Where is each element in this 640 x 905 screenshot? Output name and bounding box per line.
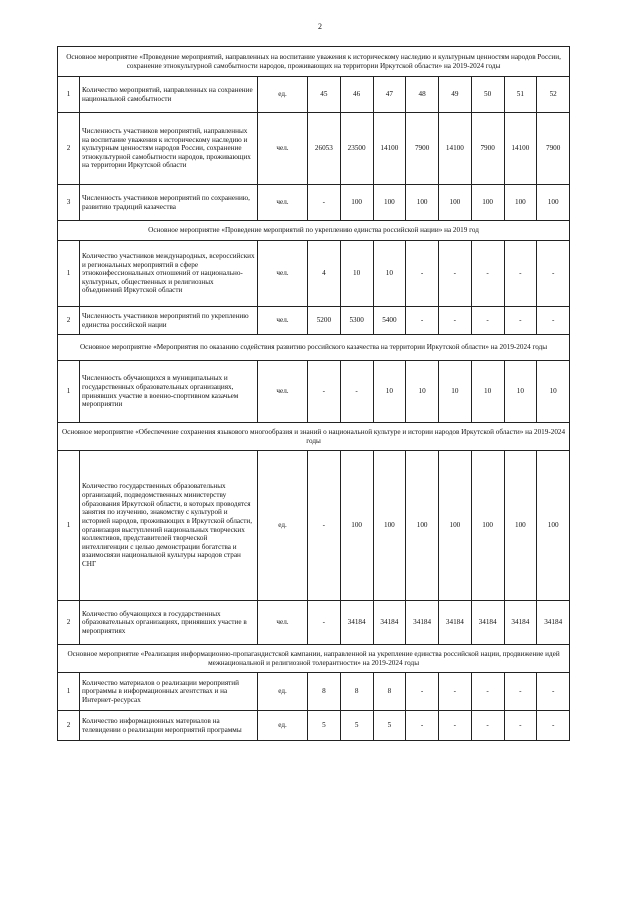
value-cell: 34184 [537, 601, 570, 645]
value-cell: 52 [537, 77, 570, 113]
value-cell: - [308, 361, 341, 423]
indicator-row [58, 77, 570, 113]
unit-cell: чел. [258, 361, 308, 423]
indicator-name: Численность обучающихся в муниципальных и государственных образовательных организациях, принявших участие в военно-спортивном казачьем мероприятии [80, 361, 258, 423]
indicator-row [58, 601, 570, 645]
value-cell: 14100 [373, 113, 406, 185]
section-title: Основное мероприятие «Проведение мероприятий по укреплению единства российской нации» на 2019 год [58, 221, 570, 241]
value-cell: 8 [308, 673, 341, 711]
indicator-name: Количество материалов о реализации мероприятий программы в информационных агентствах и на Интернет-ресурсах [80, 673, 258, 711]
value-cell: - [439, 673, 472, 711]
value-cell: - [439, 307, 472, 335]
value-cell: 100 [340, 185, 373, 221]
value-cell: - [406, 711, 439, 741]
row-number: 1 [58, 241, 80, 307]
value-cell: - [504, 673, 537, 711]
value-cell: 34184 [471, 601, 504, 645]
indicator-name: Количество информационных материалов на телевидении о реализации мероприятий программы [80, 711, 258, 741]
value-cell: 100 [471, 185, 504, 221]
section-header-row [58, 335, 570, 361]
value-cell: - [308, 601, 341, 645]
indicator-name: Количество мероприятий, направленных на сохранение национальной самобытности [80, 77, 258, 113]
indicator-name: Численность участников мероприятий по сохранению, развитию традиций казачества [80, 185, 258, 221]
value-cell: 10 [504, 361, 537, 423]
unit-cell: ед. [258, 77, 308, 113]
value-cell: 5400 [373, 307, 406, 335]
value-cell: 26053 [308, 113, 341, 185]
row-number: 1 [58, 673, 80, 711]
row-number: 2 [58, 601, 80, 645]
value-cell: 100 [373, 185, 406, 221]
value-cell: - [406, 241, 439, 307]
value-cell: 10 [439, 361, 472, 423]
value-cell: 10 [406, 361, 439, 423]
value-cell: 10 [373, 361, 406, 423]
value-cell: 100 [537, 451, 570, 601]
value-cell: 100 [340, 451, 373, 601]
value-cell: - [504, 711, 537, 741]
value-cell: - [439, 241, 472, 307]
section-header-row [58, 221, 570, 241]
indicator-name: Численность участников мероприятий по укреплению единства российской нации [80, 307, 258, 335]
section-header-row [58, 423, 570, 451]
value-cell: 47 [373, 77, 406, 113]
value-cell: 100 [504, 185, 537, 221]
value-cell: 34184 [504, 601, 537, 645]
indicators-table [57, 46, 570, 741]
value-cell: - [308, 185, 341, 221]
value-cell: - [406, 307, 439, 335]
value-cell: 100 [537, 185, 570, 221]
value-cell: 45 [308, 77, 341, 113]
indicator-row [58, 673, 570, 711]
value-cell: 10 [537, 361, 570, 423]
value-cell: 7900 [406, 113, 439, 185]
value-cell: 100 [406, 185, 439, 221]
value-cell: 10 [373, 241, 406, 307]
section-title: Основное мероприятие «Реализация информационно-пропагандистской кампании, направленной на укрепление единства российской нации, продвижение идей межнациональной и религиозной толерантности» на 2019-2024 годы [58, 645, 570, 673]
value-cell: 8 [340, 673, 373, 711]
value-cell: 50 [471, 77, 504, 113]
value-cell: 48 [406, 77, 439, 113]
value-cell: 8 [373, 673, 406, 711]
value-cell: 5 [308, 711, 341, 741]
section-title: Основное мероприятие «Проведение мероприятий, направленных на воспитание уважения к историческому наследию и культурным ценностям народов России, сохранение этнокультурной самобытности народов, проживающих на территории Иркутской области» на 2019-2024 годы [58, 47, 570, 77]
value-cell: 14100 [439, 113, 472, 185]
value-cell: 34184 [406, 601, 439, 645]
value-cell: 100 [439, 451, 472, 601]
unit-cell: ед. [258, 673, 308, 711]
value-cell: - [471, 241, 504, 307]
value-cell: 4 [308, 241, 341, 307]
row-number: 2 [58, 711, 80, 741]
value-cell: - [537, 673, 570, 711]
row-number: 2 [58, 307, 80, 335]
value-cell: - [537, 307, 570, 335]
unit-cell: чел. [258, 113, 308, 185]
indicator-row [58, 185, 570, 221]
value-cell: 100 [504, 451, 537, 601]
value-cell: - [308, 451, 341, 601]
section-title: Основное мероприятие «Обеспечение сохранения языкового многообразия и знаний о национальной культуре и истории народов Иркутской области» на 2019-2024 годы [58, 423, 570, 451]
value-cell: 100 [439, 185, 472, 221]
value-cell: 10 [340, 241, 373, 307]
unit-cell: чел. [258, 307, 308, 335]
indicator-row [58, 361, 570, 423]
indicator-name: Количество обучающихся в государственных образовательных организациях, принявших участие в мероприятиях [80, 601, 258, 645]
section-header-row [58, 645, 570, 673]
value-cell: - [439, 711, 472, 741]
value-cell: - [471, 711, 504, 741]
row-number: 1 [58, 77, 80, 113]
indicator-row [58, 451, 570, 601]
indicator-name: Численность участников мероприятий, направленных на воспитание уважения к историческому наследию и культурным ценностям народов России, сохранение этнокультурной самобытности народов, проживающих на территории Иркутской области [80, 113, 258, 185]
value-cell: 10 [471, 361, 504, 423]
row-number: 3 [58, 185, 80, 221]
value-cell: 51 [504, 77, 537, 113]
value-cell: - [340, 361, 373, 423]
value-cell: 7900 [471, 113, 504, 185]
indicator-row [58, 113, 570, 185]
value-cell: - [504, 241, 537, 307]
value-cell: - [406, 673, 439, 711]
value-cell: 5 [340, 711, 373, 741]
section-header-row [58, 47, 570, 77]
section-title: Основное мероприятие «Мероприятия по оказанию содействия развитию российского казачества на территории Иркутской области» на 2019-2024 годы [58, 335, 570, 361]
indicator-name: Количество участников международных, всероссийских и региональных мероприятий в сфере этноконфессиональных отношений от национально-культурных, общественных и религиозных объединений Иркутской области [80, 241, 258, 307]
value-cell: 100 [471, 451, 504, 601]
value-cell: - [471, 307, 504, 335]
value-cell: 14100 [504, 113, 537, 185]
value-cell: 23500 [340, 113, 373, 185]
value-cell: 34184 [373, 601, 406, 645]
value-cell: - [504, 307, 537, 335]
indicator-name: Количество государственных образовательных организаций, подведомственных министерству образования Иркутской области, в которых проводятся занятия по изучению, знакомству с культурой и историей народов, проживающих в Иркутской области, организация выступлений национальных творческих коллективов, представителей творческой интеллигенции с целью демонстрации богатства и взаимосвязи национальной культуры народов стран СНГ [80, 451, 258, 601]
indicator-row [58, 241, 570, 307]
value-cell: 5 [373, 711, 406, 741]
value-cell: 5300 [340, 307, 373, 335]
indicator-row [58, 307, 570, 335]
value-cell: 49 [439, 77, 472, 113]
page-number: 2 [318, 22, 322, 31]
row-number: 1 [58, 451, 80, 601]
indicators-body [58, 47, 570, 741]
value-cell: - [537, 711, 570, 741]
unit-cell: ед. [258, 451, 308, 601]
value-cell: 7900 [537, 113, 570, 185]
row-number: 2 [58, 113, 80, 185]
row-number: 1 [58, 361, 80, 423]
unit-cell: ед. [258, 711, 308, 741]
unit-cell: чел. [258, 241, 308, 307]
value-cell: - [471, 673, 504, 711]
unit-cell: чел. [258, 601, 308, 645]
value-cell: 5200 [308, 307, 341, 335]
value-cell: 46 [340, 77, 373, 113]
value-cell: 100 [373, 451, 406, 601]
value-cell: 34184 [439, 601, 472, 645]
value-cell: 34184 [340, 601, 373, 645]
value-cell: 100 [406, 451, 439, 601]
value-cell: - [537, 241, 570, 307]
unit-cell: чел. [258, 185, 308, 221]
indicator-row [58, 711, 570, 741]
